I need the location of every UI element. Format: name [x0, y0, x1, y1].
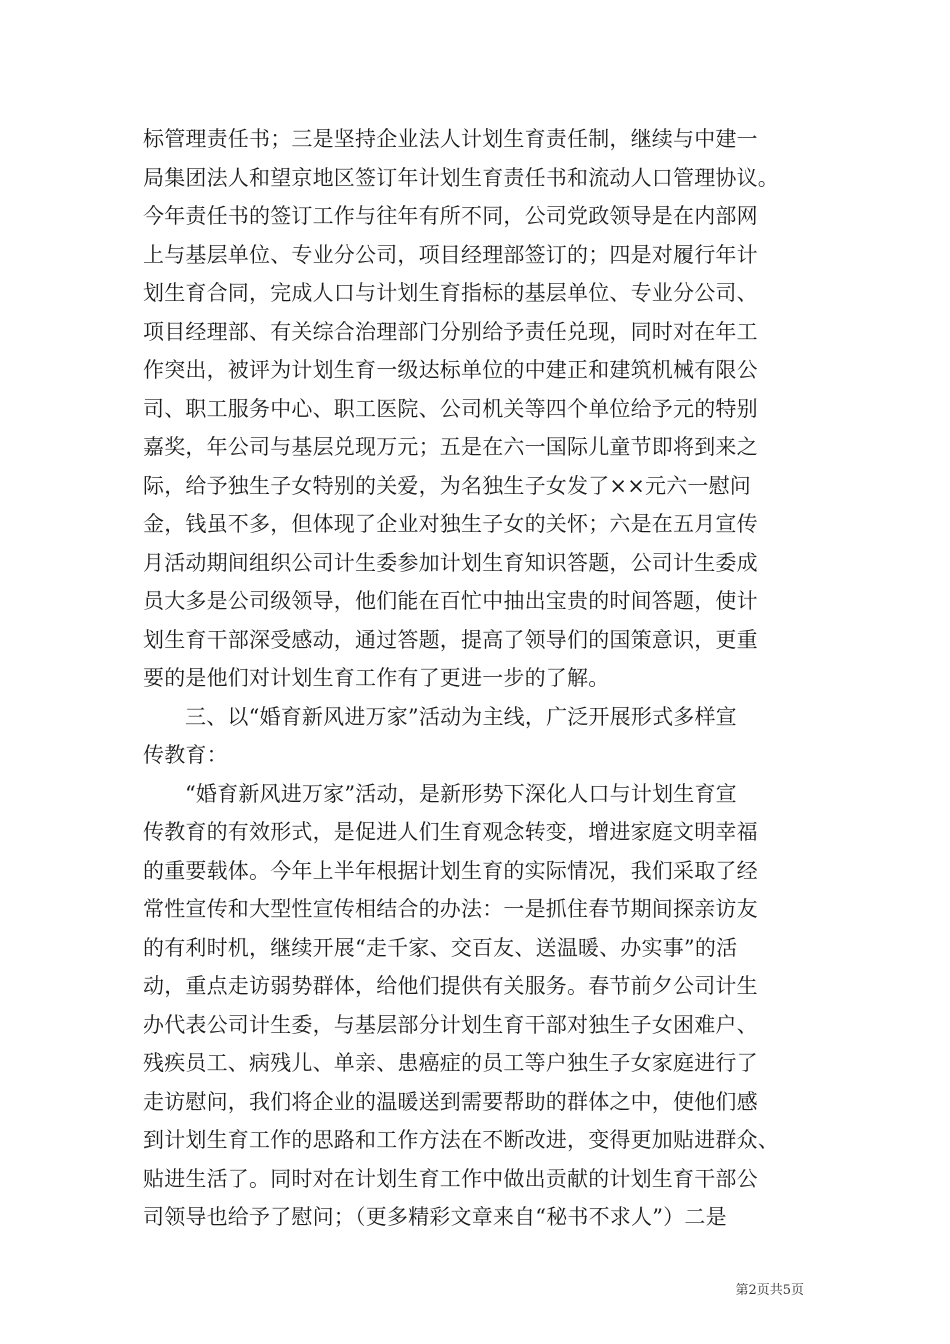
text-line: 嘉奖，年公司与基层兑现万元；五是在六一国际儿童节即将到来之: [143, 435, 758, 459]
text-line: 局集团法人和望京地区签订年计划生育责任书和流动人口管理协议。: [143, 165, 779, 190]
document-body: [143, 120, 805, 1237]
text-line: 的重要载体。今年上半年根据计划生育的实际情况，我们采取了经: [143, 858, 758, 883]
text-line: 作突出，被评为计划生育一级达标单位的中建正和建筑机械有限公: [143, 358, 758, 382]
text-line: 员大多是公司级领导，他们能在百忙中抽出宝贵的时间答题，使计: [143, 589, 758, 613]
text-line: 办代表公司计生委，与基层部分计划生育干部对独生子女困难户、: [143, 1012, 758, 1037]
text-line: 的有利时机，继续开展“走千家、交百友、送温暖、办实事”的活: [143, 935, 738, 960]
text-line: 月活动期间组织公司计生委参加计划生育知识答题，公司计生委成: [143, 550, 758, 575]
text-line: 动，重点走访弱势群体，给他们提供有关服务。春节前夕公司计生: [143, 974, 758, 998]
section-heading: 三、以“婚育新风进万家”活动为主线，广泛开展形式多样宣: [185, 704, 737, 729]
text-line: 要的是他们对计划生育工作有了更进一步的了解。: [143, 666, 610, 690]
text-line: 项目经理部、有关综合治理部门分别给予责任兑现，同时对在年工: [143, 319, 758, 344]
text-line: 标管理责任书；三是坚持企业法人计划生育责任制，继续与中建一: [143, 127, 758, 151]
paragraph-first-line: “婚育新风进万家”活动，是新形势下深化人口与计划生育宣: [185, 781, 737, 806]
text-line: 际，给予独生子女特别的关爱，为名独生子女发了××元六一慰问: [143, 473, 751, 498]
text-line: 司领导也给予了慰问；（更多精彩文章来自“秘书不求人”）二是: [143, 1205, 727, 1229]
text-line: 贴进生活了。同时对在计划生育工作中做出贡献的计划生育干部公: [143, 1166, 758, 1191]
text-line: 传教育的有效形式，是促进人们生育观念转变，增进家庭文明幸福: [143, 820, 758, 844]
text-line: 今年责任书的签订工作与往年有所不同，公司党政领导是在内部网: [143, 204, 758, 228]
text-line: 上与基层单位、专业分公司，项目经理部签订的；四是对履行年计: [143, 242, 758, 267]
text-line: 司、职工服务中心、职工医院、公司机关等四个单位给予元的特别: [143, 396, 758, 421]
text-line: 残疾员工、病残儿、单亲、患癌症的员工等户独生子女家庭进行了: [143, 1051, 758, 1075]
section-heading-continuation: 传教育：: [143, 743, 228, 767]
page-number: 第2页共5页: [735, 1283, 804, 1298]
text-line: 走访慰问，我们将企业的温暖送到需要帮助的群体之中，使他们感: [143, 1089, 758, 1114]
text-line: 常性宣传和大型性宣传相结合的办法：一是抓住春节期间探亲访友: [143, 897, 758, 921]
text-line: 划生育合同，完成人口与计划生育指标的基层单位、专业分公司、: [143, 281, 758, 305]
text-line: 金，钱虽不多，但体现了企业对独生子女的关怀；六是在五月宣传: [143, 512, 758, 536]
text-line: 到计划生育工作的思路和工作方法在不断改进，变得更加贴进群众、: [143, 1128, 779, 1152]
text-line: 划生育干部深受感动，通过答题，提高了领导们的国策意识，更重: [143, 627, 758, 652]
